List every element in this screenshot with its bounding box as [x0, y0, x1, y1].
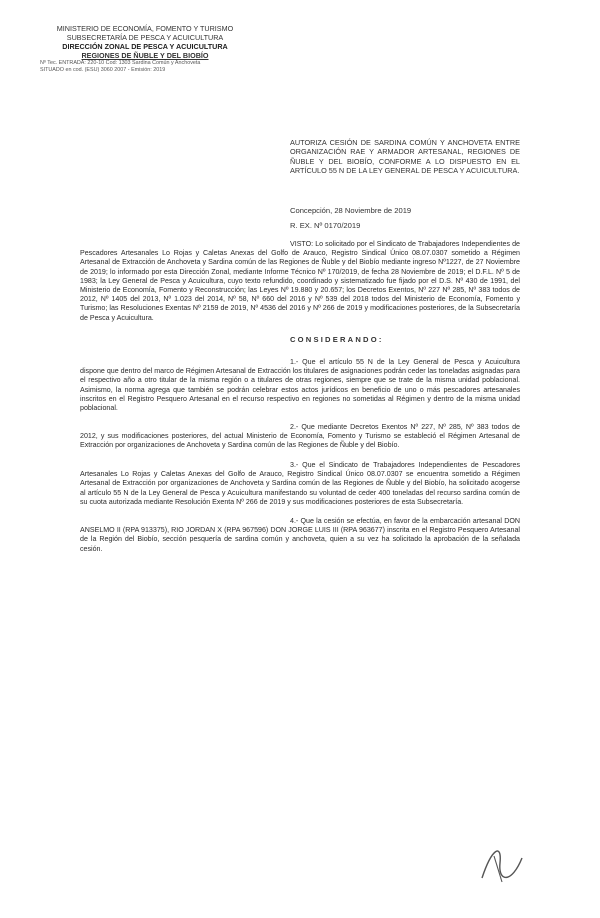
letterhead	[40, 24, 250, 74]
considerando-4-partial: 4.- Que la cesión se efectúa, en favor de la embarcación artesanal DON ANSELMO II (RPA 913375), RIO JORDAN X (RPA 967596) DON JORGE LUIS III (RPA 963677) inscrita en el Registro Pesquero Artesanal de la Región del Biobío, sección pesquería de sardina común y anchoveta, quien a su vez ha solicitado la aprobación de la señalada cesión.	[80, 517, 520, 553]
regions-line: REGIONES DE ÑUBLE Y DEL BIOBÍO	[81, 51, 209, 60]
ministry-line: MINISTERIO DE ECONOMÍA, FOMENTO Y TURISMO	[56, 24, 234, 33]
visto-paragraph	[80, 240, 520, 323]
direction-line: DIRECCIÓN ZONAL DE PESCA Y ACUICULTURA	[62, 42, 228, 51]
resolution-number: R. EX. Nº 0170/2019	[290, 221, 361, 230]
subsecretariat-line: SUBSECRETARÍA DE PESCA Y ACUICULTURA	[66, 33, 224, 42]
document-date: Concepción, 28 Noviembre de 2019	[290, 206, 412, 215]
visto-text: VISTO: Lo solicitado por el Sindicato de Trabajadores Independientes de Pescadores Artesanales Lo Rojas y Caletas Anexas del Golfo de Arauco, Registro Sindical Único 08.07.0307 sometido a Régimen Artesanal de Extracción de Anchoveta y Sardina común de las Regiones de Ñuble y del Biobío mediante ingreso Nº1227, de 27 Noviembre de 2019; lo informado por esta Dirección Zonal, mediante Informe Técnico Nº 170/2019, de fecha 28 Noviembre de 2019; el D.F.L. Nº 5 de 1983; la Ley General de Pesca y Acuicultura, cuyo texto refundido, coordinado y sistematizado fue fijado por el D.S. Nº 430 de 1991, del Ministerio de Economía, Fomento y Reconstrucción; las Leyes Nº 19.880 y 20.657; los Decretos Exentos, Nº 227 Nº 285, Nº 383 todos de 2012, Nº 1405 del 2013, Nº 1.023 del 2014, Nº 58, Nº 660 del 2016 y Nº 539 del 2018 todos del Ministerio de Economía, Fomento y Turismo; las Resoluciones Exentas Nº 2159 de 2019, Nº 4536 del 2016 y Nº 266 de 2019 y modificaciones posteriores, de la Subsecretaría de Pesca y Acuicultura.	[80, 240, 520, 322]
signature-mark	[472, 838, 532, 888]
considerando-title: CONSIDERANDO:	[290, 335, 384, 344]
subject-block: AUTORIZA CESIÓN DE SARDINA COMÚN Y ANCHOVETA ENTRE ORGANIZACIÓN RAE Y ARMADOR ARTESANAL, REGIONES DE ÑUBLE Y DEL BIOBÍO, CONFORME A LO DISPUESTO EN EL ARTÍCULO 55 N DE LA LEY GENERAL DE PESCA Y ACUICULTURA.	[290, 138, 520, 176]
reference-line-2: SITUADO en cod. (ESU) 3060 2007 - Emisión: 2019	[40, 67, 166, 73]
considerando-3: 3.- Que el Sindicato de Trabajadores Independientes de Pescadores Artesanales Lo Rojas y Caletas Anexas del Golfo de Arauco, Registro Sindical Único 08.07.0307 se encuentra sometido a Régimen Artesanal de Extracción por organizaciones de Anchoveta y Sardina común de las Regiones de Ñuble y del Biobío, ha solicitado acogerse al artículo 55 N de la Ley General de Pesca y Acuicultura manifestando su voluntad de ceder 400 toneladas del recurso sardina común de su cuota autorizada mediante Resolución Exenta Nº 266 de 2019 y sus modificaciones posteriores de esta Subsecretaría.	[80, 461, 520, 506]
considerando-1: 1.- Que el artículo 55 N de la Ley General de Pesca y Acuicultura dispone que dentro del marco de Régimen Artesanal de Extracción los titulares de asignaciones podrán ceder las toneladas asignadas para el respectivo año a otro titular de la misma región o a titulares de otras regiones, siempre que se trate de la misma unidad poblacional. Asimismo, la norma agrega que también se podrán celebrar estos actos jurídicos en beneficio de uno o más pescadores artesanales inscritos en el Registro Pesquero Artesanal en el recurso respectivo en regiones no sometidas al Régimen y dentro de la misma unidad poblacional.	[80, 358, 520, 413]
considerando-2: 2.- Que mediante Decretos Exentos Nº 227, Nº 285, Nº 383 todos de 2012, y sus modificaciones posteriores, del actual Ministerio de Economía, Fomento y Turismo se estableció el Régimen Artesanal de Extracción por organizaciones de Anchoveta y Sardina común de las Regiones de Ñuble y del Biobío.	[80, 423, 520, 450]
reference-line-1: Nº Tec. ENTRADA: 220-10 Cod: 1303 Sardina Común y Anchoveta	[40, 60, 201, 66]
